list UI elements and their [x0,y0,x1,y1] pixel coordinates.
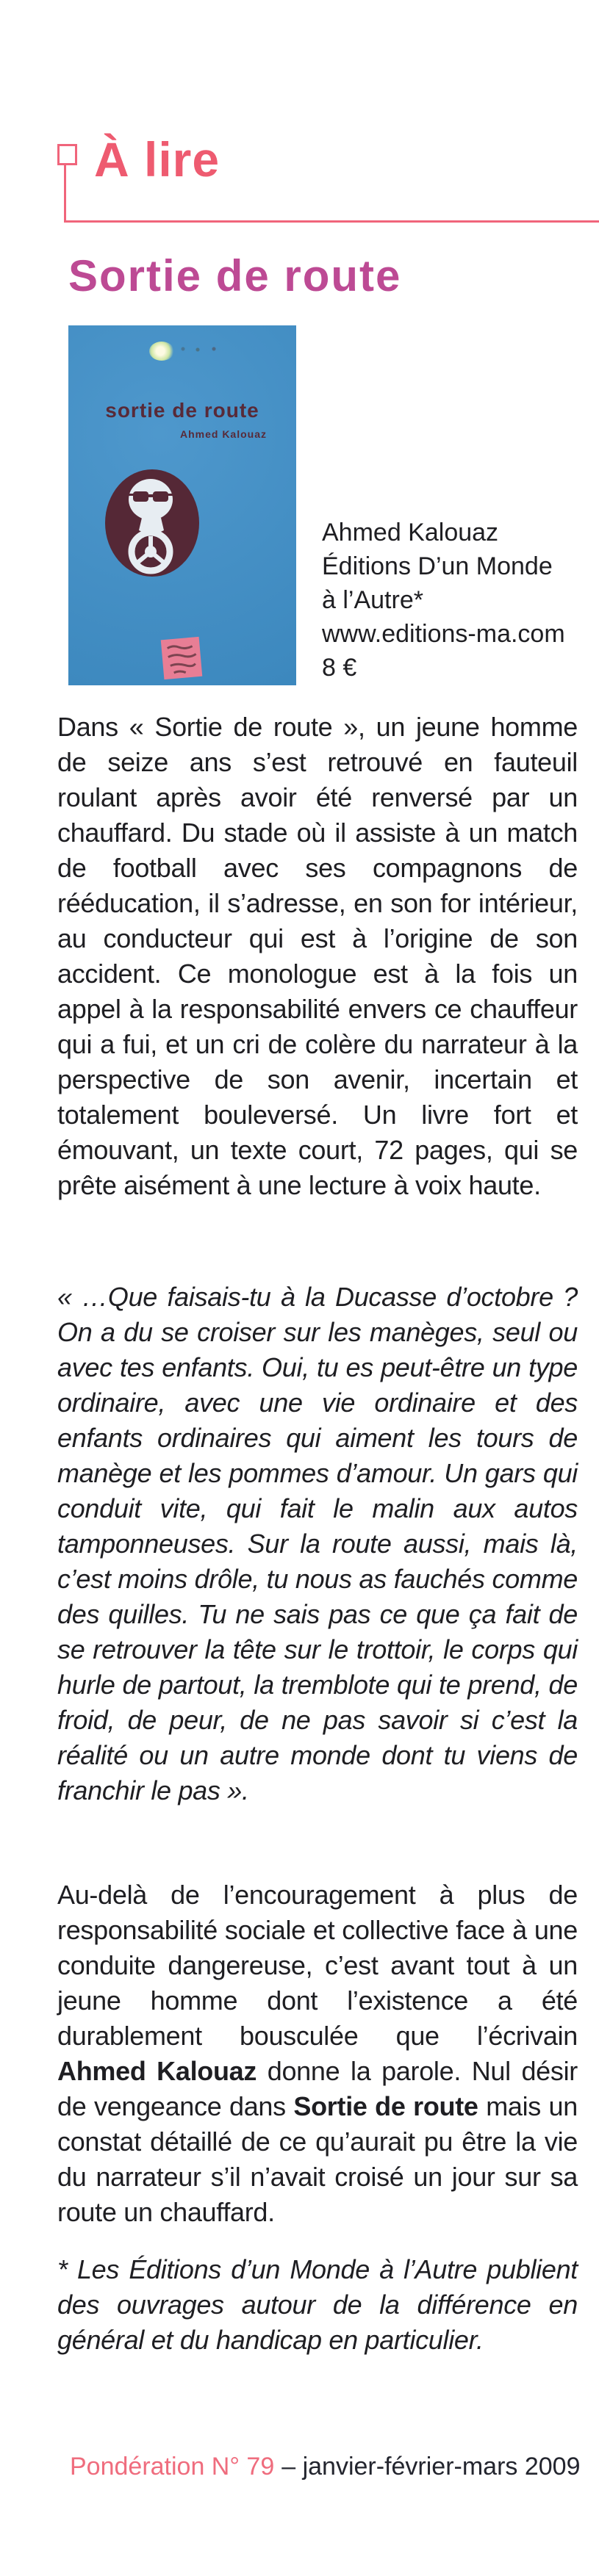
section-label: À lire [94,132,220,187]
journal-name: Pondération N° 79 [70,2453,275,2481]
glasses-bridge [146,494,155,497]
stamp-scribbles [161,637,203,679]
paragraph2-bold-author: Ahmed Kalouaz [57,2056,257,2086]
review-paragraph-2 [57,1877,578,2230]
review-paragraph-1: Dans « Sortie de route », un jeune homme de seize ans s’est retrouvé en fauteuil roulant après avoir été renversé par un chauffard. Du stade où il assiste à un match de football avec ses compagnons de rééducation, il s’adresse, en son for intérieur, au conducteur qui est à l’origine de son accident. Ce monologue est à la fois un appel à la responsabilité envers ce chauffeur qui a fui, et un cri de colère du narrateur à la perspective de son avenir, incertain et totalement bouleversé. Un livre fort et émouvant, un texte court, 72 pages, qui se prête aisément à une lecture à voix haute. [57,712,578,1200]
glasses-temple-right [168,494,173,496]
publisher-logo-icon [149,342,174,361]
header-horizontal-rule [64,220,599,223]
book-cover [68,325,296,685]
book-website: www.editions-ma.com [322,620,565,648]
publisher-footnote: * Les Éditions d’un Monde à l’Autre publient des ouvrages autour de la différence en général et du handicap en particulier. [57,2254,578,2355]
book-details [322,516,565,685]
paragraph2-text-3: mais un constat détaillé de ce qu’aurait pu être la vie du narrateur s’il n’avait croisé un jour sur sa route un chauffard. [57,2091,578,2227]
library-stamp [161,637,203,679]
header-vertical-rule [64,163,66,222]
glasses-left-lens-icon [133,491,148,502]
publisher-logo-text-marks [179,346,223,353]
article-title: Sortie de route [68,251,402,300]
glasses-temple-left [128,494,134,496]
book-author: Ahmed Kalouaz [322,519,499,546]
page-footer [70,2452,581,2481]
review-quote: « …Que faisais-tu à la Ducasse d’octobre ? On a du se croiser sur les manèges, seul ou avec tes enfants. Oui, tu es peut-être un type ordinaire, avec une vie ordinaire et des enfants ordinaires qui aiment les tours de manège et les pommes d’amour. Un gars qui conduit vite, qui fait le malin aux autos tamponneuses. Sur la route aussi, mais là, c’est moins drôle, tu nous as fauchés comme des quilles. Tu ne sais pas ce que ça fait de se retrouver la tête sur le trottoir, le corps qui hurle de partout, la tremblote qui te prend, de froid, de peur, de ne pas savoir si c’est la réalité ou un autre monde dont tu viens de franchir le pas ». [57,1282,578,1805]
book-price: 8 € [322,654,357,682]
driver-face-illustration [105,469,202,580]
cover-author-name: Ahmed Kalouaz [179,428,267,440]
cover-title: sortie de route [105,399,259,422]
book-publisher-line2: à l’Autre* [322,586,423,614]
book-publisher-line1: Éditions D’un Monde [322,552,553,580]
paragraph2-text-2: donne la parole. Nul désir de vengeance dans [57,2056,578,2121]
issue-date: – janvier-février-mars 2009 [281,2453,581,2481]
header-square-ornament [57,144,77,165]
steering-wheel-hub [145,546,157,558]
glasses-right-lens-icon [153,491,168,502]
paragraph2-text-1: Au-delà de l’encouragement à plus de responsabilité sociale et collective face à une conduite dangereuse, c’est avant tout à un jeune homme dont l’existence a été durablement bousculée que l’écrivain [57,1880,578,2051]
paragraph2-bold-title: Sortie de route [293,2091,478,2121]
